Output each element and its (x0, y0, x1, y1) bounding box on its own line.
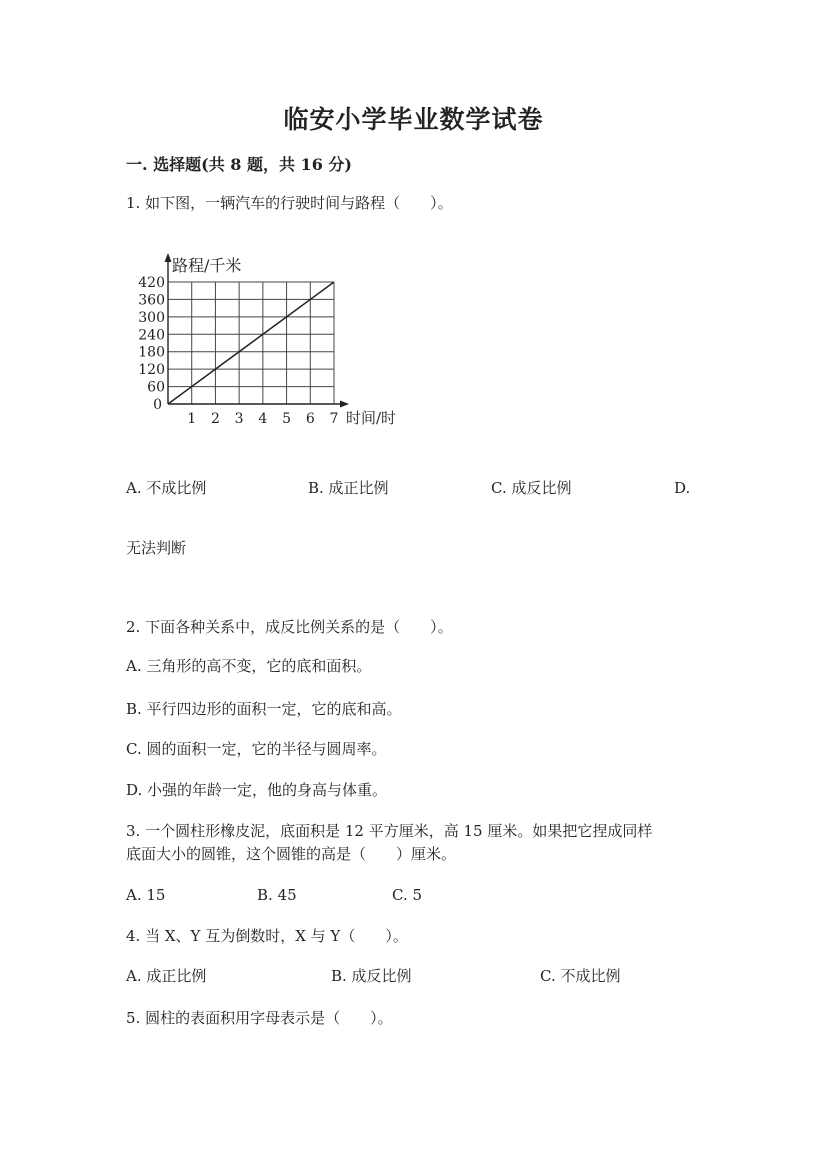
y-axis-label: 路程/千米 (172, 256, 242, 275)
series-line-distance (168, 282, 334, 404)
x-tick-label: 2 (210, 411, 220, 427)
y-tick-label: 120 (138, 362, 165, 379)
x-tick-label: 3 (234, 411, 244, 427)
q1-option-a[interactable]: A. 不成比例 (126, 479, 207, 497)
q5-stem: 5. 圆柱的表面积用字母表示是（ ）。 (126, 1009, 393, 1027)
q4-stem: 4. 当 X、Y 互为倒数时，X 与 Y（ ）。 (126, 927, 408, 945)
q2-option-d[interactable]: D. 小强的年龄一定，他的身高与体重。 (126, 781, 388, 799)
q4-option-b[interactable]: B. 成反比例 (331, 967, 412, 985)
x-tick-label: 7 (329, 411, 339, 427)
x-tick-label: 5 (282, 411, 292, 427)
q2-option-c[interactable]: C. 圆的面积一定，它的半径与圆周率。 (126, 740, 387, 758)
chart-svg (128, 250, 428, 435)
y-tick-label: 420 (138, 275, 165, 291)
distance-time-chart (128, 250, 428, 439)
page-title: 临安小学毕业数学试卷 (283, 105, 544, 134)
q4-option-a[interactable]: A. 成正比例 (126, 967, 207, 985)
q4-option-c[interactable]: C. 不成比例 (540, 967, 621, 985)
y-tick-label: 300 (138, 309, 165, 326)
q1-option-d[interactable]: D. (674, 479, 691, 497)
x-tick-label: 4 (258, 411, 268, 427)
y-tick-label: 360 (138, 292, 165, 309)
q1-option-b[interactable]: B. 成正比例 (308, 479, 389, 497)
q3-option-c[interactable]: C. 5 (392, 886, 423, 904)
q2-stem: 2. 下面各种关系中，成反比例关系的是（ ）。 (126, 618, 453, 636)
q1-option-d-continued[interactable]: 无法判断 (126, 539, 187, 557)
q3-option-a[interactable]: A. 15 (126, 886, 166, 904)
origin-label: 0 (153, 397, 162, 413)
x-axis-label: 时间/时 (346, 409, 397, 427)
x-tick-label: 6 (305, 411, 315, 427)
q1-option-c[interactable]: C. 成反比例 (491, 479, 572, 497)
section-title: 一. 选择题(共 8 题，共 16 分) (126, 155, 352, 174)
q3-option-b[interactable]: B. 45 (257, 886, 297, 904)
q2-option-a[interactable]: A. 三角形的高不变，它的底和面积。 (126, 657, 372, 675)
x-tick-label: 1 (187, 411, 197, 427)
q3-stem-line2: 底面大小的圆锥，这个圆锥的高是（ ）厘米。 (126, 845, 457, 863)
q3-stem-line1: 3. 一个圆柱形橡皮泥，底面积是 12 平方厘米，高 15 厘米。如果把它捏成同样 (126, 822, 653, 840)
y-tick-label: 60 (147, 379, 165, 396)
y-axis-arrow (165, 253, 172, 262)
q1-stem: 1. 如下图，一辆汽车的行驶时间与路程（ ）。 (126, 194, 453, 212)
y-tick-label: 240 (138, 327, 165, 344)
x-axis-arrow (340, 401, 349, 408)
y-tick-label: 180 (138, 344, 165, 361)
q2-option-b[interactable]: B. 平行四边形的面积一定，它的底和高。 (126, 700, 402, 718)
